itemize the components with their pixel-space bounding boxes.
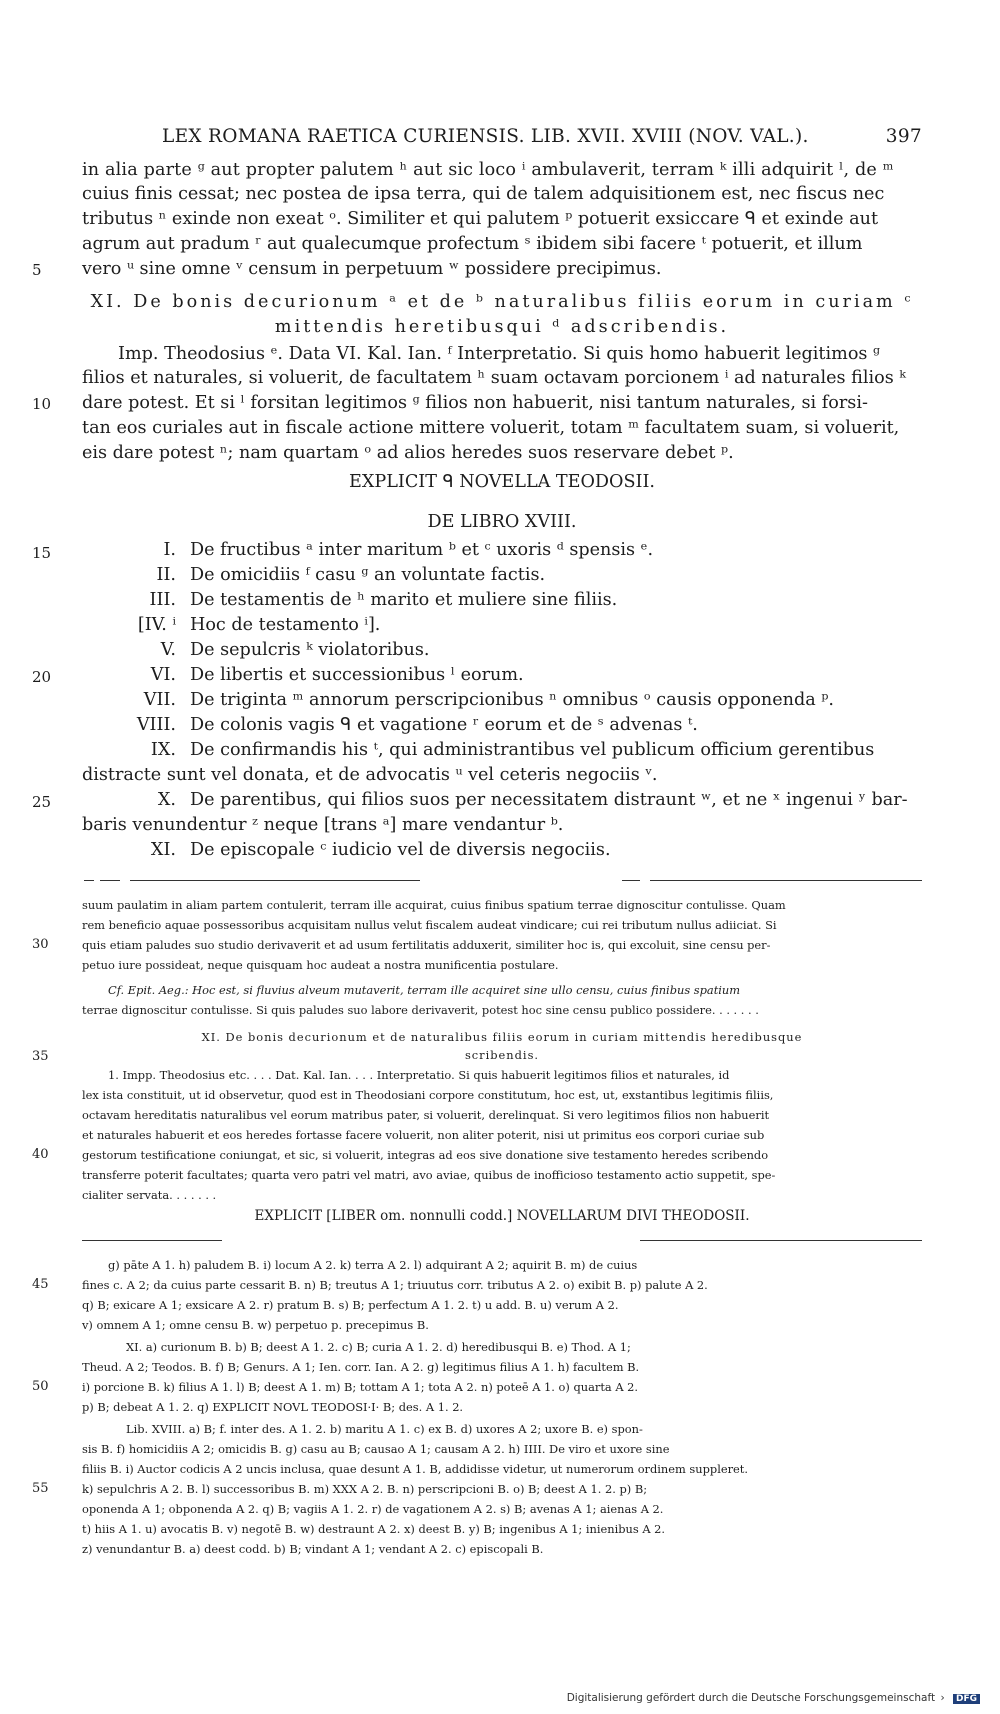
dash-rule xyxy=(100,880,120,881)
commentary-line: Cf. Epit. Aeg.: Hoc est, si fluvius alveum mutaverit, terram ille acquiret sine ullo censu, cuius finibus spatium xyxy=(108,983,741,997)
toc-entry-continued: distracte sunt vel donata, et de advocatis ᵘ vel ceteris negociis ᵛ. xyxy=(82,765,658,785)
apparatus-line: filiis B. i) Auctor codicis A 2 uncis inclusa, quae desunt A 1. B, addidisse videtur, ut numerorum ordinem suppleret. xyxy=(82,1462,748,1476)
apparatus-line: p) B; debeat A 1. 2. q) EXPLICIT NOVL TEODOSI·I· B; des. A 1. 2. xyxy=(82,1400,464,1414)
toc-entry: De sepulcris ᵏ violatoribus. xyxy=(190,640,430,660)
commentary-heading: scribendis. xyxy=(464,1048,540,1062)
line-number: 55 xyxy=(32,1481,49,1496)
explicit-heading: EXPLICIT ᑫ NOVELLA TEODOSII. xyxy=(348,472,656,492)
toc-entry: Hoc de testamento ⁱ]. xyxy=(190,615,381,635)
section-heading: mittendis heretibusqui ᵈ adscribendis. xyxy=(274,317,730,337)
toc-entry: De omicidiis ᶠ casu ᵍ an voluntate factis. xyxy=(190,565,546,585)
commentary-explicit: EXPLICIT [LIBER om. nonnulli codd.] NOVELLARUM DIVI THEODOSII. xyxy=(254,1208,750,1224)
main-line: vero ᵘ sine omne ᵛ censum in perpetuum ʷ possidere precipimus. xyxy=(82,259,662,279)
main-line: tan eos curiales aut in fiscale actione mittere voluerit, totam ᵐ facultatem suam, si voluerit, xyxy=(82,418,900,438)
commentary-line: 1. Impp. Theodosius etc. . . . Dat. Kal. Ian. . . . Interpretatio. Si quis habuerit legitimos filios et naturales, id xyxy=(108,1068,730,1082)
line-number: 45 xyxy=(32,1277,49,1292)
dash-rule xyxy=(622,880,640,881)
section-heading: XI. De bonis decurionum ᵃ et de ᵇ naturalibus filiis eorum in curiam ᶜ xyxy=(90,292,914,312)
commentary-line: lex ista constituit, ut id observetur, quod est in Theodosiani corpore constitutum, hoc est, ut, exstantibus legitimis filiis, xyxy=(82,1088,774,1102)
line-number: 5 xyxy=(32,261,42,279)
apparatus-line: sis B. f) homicidiis A 2; omicidis B. g) casu au B; causao A 1; causam A 2. h) IIII. De viro et uxore sine xyxy=(82,1442,670,1456)
page-number: 397 xyxy=(885,126,922,147)
toc-numeral: X. xyxy=(157,790,176,810)
commentary-line: terrae dignoscitur contulisse. Si quis paludes suo labore derivaverit, potest hoc sine censu publico possidere. . . . . . . xyxy=(82,1003,759,1017)
apparatus-line: q) B; exicare A 1; exsicare A 2. r) pratum B. s) B; perfectum A 1. 2. t) u add. B. u) verum A 2. xyxy=(82,1298,619,1312)
apparatus-line: Theud. A 2; Teodos. B. f) B; Genurs. A 1; Ien. corr. Ian. A 2. g) legitimus filius A 1. h) facultem B. xyxy=(82,1360,640,1374)
main-line: agrum aut pradum ʳ aut qualecumque profectum ˢ ibidem sibi facere ᵗ potuerit, et illum xyxy=(82,234,863,254)
separator-rule xyxy=(82,1240,222,1241)
book-heading: DE LIBRO XVIII. xyxy=(427,512,577,532)
line-number: 25 xyxy=(32,793,52,811)
toc-entry: De libertis et successionibus ˡ eorum. xyxy=(190,665,524,685)
line-number: 20 xyxy=(32,668,52,686)
main-line: in alia parte ᵍ aut propter palutem ʰ aut sic loco ⁱ ambulaverit, terram ᵏ illi adquirit ˡ, de ᵐ xyxy=(82,160,894,180)
commentary-line: octavam hereditatis naturalibus vel eorum matribus pater, si voluerit, derelinquat. Si vero legitimos filios non habuerit xyxy=(82,1108,770,1122)
line-number: 10 xyxy=(32,395,52,413)
main-line: filios et naturales, si voluerit, de facultatem ʰ suam octavam porcionem ⁱ ad naturales filios ᵏ xyxy=(82,368,906,388)
apparatus-line: g) pāte A 1. h) paludem B. i) locum A 2. k) terra A 2. l) adquirant A 2; aquirit B. m) de cuius xyxy=(108,1258,638,1272)
line-number: 15 xyxy=(32,544,52,562)
line-number: 40 xyxy=(32,1147,49,1162)
toc-entry: De testamentis de ʰ marito et muliere sine filiis. xyxy=(190,590,618,610)
toc-numeral: VII. xyxy=(143,690,176,710)
digitization-credit xyxy=(567,1692,980,1704)
toc-entry: De fructibus ᵃ inter maritum ᵇ et ᶜ uxoris ᵈ spensis ᵉ. xyxy=(190,540,654,560)
commentary-line: rem beneficio aquae possessoribus acquisitam nullus velut fiscalem audeat vindicare; cui rei tributum nullus adiiciat. Si xyxy=(82,918,777,932)
toc-entry: De triginta ᵐ annorum perscripcionibus ⁿ omnibus ᵒ causis opponenda ᵖ. xyxy=(190,690,834,710)
apparatus-line: k) sepulchris A 2. B. l) successoribus B. m) XXX A 2. B. n) perscripcioni B. o) B; deest A 1. 2. p) B; xyxy=(82,1482,648,1496)
toc-numeral: [IV. ⁱ xyxy=(137,615,176,635)
commentary-line: gestorum testificatione coniungat, et sic, si voluerit, integras ad eos sive donatione sive testamento heredes scribendo xyxy=(82,1148,769,1162)
main-line: tributus ⁿ exinde non exeat ᵒ. Similiter et qui palutem ᵖ potuerit exsiccare ᑫ et exinde aut xyxy=(82,209,879,229)
separator-rule xyxy=(130,880,420,881)
separator-rule xyxy=(650,880,922,881)
apparatus-line: XI. a) curionum B. b) B; deest A 1. 2. c) B; curia A 1. 2. d) heredibusqui B. e) Thod. A 1; xyxy=(126,1340,631,1354)
toc-entry-continued: baris venundentur ᶻ neque [trans ᵃ] mare vendantur ᵇ. xyxy=(82,815,564,835)
line-number: 35 xyxy=(32,1049,49,1064)
main-line: dare potest. Et si ˡ forsitan legitimos ᵍ filios non habuerit, nisi tantum naturales, si forsi- xyxy=(82,393,868,413)
toc-numeral: VI. xyxy=(150,665,176,685)
toc-entry: De episcopale ᶜ iudicio vel de diversis negociis. xyxy=(190,840,611,860)
commentary-line: cialiter servata. . . . . . . xyxy=(82,1188,217,1202)
toc-entry: De colonis vagis ᑫ et vagatione ʳ eorum et de ˢ advenas ᵗ. xyxy=(190,715,698,735)
commentary-line: et naturales habuerit et eos heredes fortasse facere voluerit, non aliter poterit, nisi ut primitus eos corpori curiae sub xyxy=(82,1128,765,1142)
toc-numeral: III. xyxy=(149,590,176,610)
toc-numeral: XI. xyxy=(150,840,176,860)
apparatus-line: oponenda A 1; obponenda A 2. q) B; vagiis A 1. 2. r) de vagationem A 2. s) B; avenas A 1; aienas A 2. xyxy=(82,1502,664,1516)
apparatus-line: t) hiis A 1. u) avocatis B. v) negotē B. w) destraunt A 2. x) deest B. y) B; ingenibus A 1; inienibus A 2. xyxy=(82,1522,666,1536)
credit-text: Digitalisierung gefördert durch die Deutsche Forschungsgemeinschaft xyxy=(566,1692,936,1704)
arrow-icon: › xyxy=(940,1692,945,1704)
toc-entry: De parentibus, qui filios suos per necessitatem distraunt ʷ, et ne ˣ ingenui ʸ bar- xyxy=(190,790,908,810)
line-number: 30 xyxy=(32,937,49,952)
separator-rule xyxy=(640,1240,922,1241)
commentary-line: transferre poterit facultates; quarta vero patri vel matri, avo aviae, quibus de inofficioso testamento actio suppetit, spe- xyxy=(82,1168,776,1182)
apparatus-line: Lib. XVIII. a) B; f. inter des. A 1. 2. b) maritu A 1. c) ex B. d) uxores A 2; uxore B. e) spon- xyxy=(126,1422,643,1436)
commentary-line: quis etiam paludes suo studio derivaverit et ad usum fertilitatis adduxerit, similiter hoc is, qui excoluit, sine censu per- xyxy=(82,938,771,952)
commentary-line: suum paulatim in aliam partem contulerit, terram ille acquirat, cuius finibus spatium terrae dignoscitur contulisse. Quam xyxy=(82,898,786,912)
toc-numeral: V. xyxy=(160,640,176,660)
apparatus-line: v) omnem A 1; omne censu B. w) perpetuo p. precepimus B. xyxy=(82,1318,429,1332)
apparatus-line: fines c. A 2; da cuius parte cessarit B. n) B; treutus A 1; triuutus corr. tributus A 2. o) exibit B. p) palute A 2. xyxy=(82,1278,708,1292)
toc-numeral: IX. xyxy=(150,740,176,760)
dash-rule xyxy=(84,880,94,881)
toc-numeral: VIII. xyxy=(136,715,176,735)
commentary-heading: XI. De bonis decurionum et de naturalibus filiis eorum in curiam mittendis heredibusque xyxy=(201,1030,803,1044)
line-number: 50 xyxy=(32,1379,49,1394)
dfg-logo: DFG xyxy=(953,1694,980,1704)
toc-numeral: I. xyxy=(163,540,176,560)
toc-numeral: II. xyxy=(156,565,176,585)
apparatus-line: i) porcione B. k) filius A 1. l) B; deest A 1. m) B; tottam A 1; tota A 2. n) poteē A 1. o) quarta A 2. xyxy=(82,1380,639,1394)
apparatus-line: z) venundantur B. a) deest codd. b) B; vindant A 1; vendant A 2. c) episcopali B. xyxy=(82,1542,544,1556)
commentary-line: petuo iure possideat, neque quisquam hoc audeat a nostra munificentia postulare. xyxy=(82,958,559,972)
running-title: LEX ROMANA RAETICA CURIENSIS. LIB. XVII. XVIII (NOV. VAL.). xyxy=(162,126,809,147)
toc-entry: De confirmandis his ᵗ, qui administrantibus vel publicum officium gerentibus xyxy=(190,740,875,760)
main-line: Imp. Theodosius ᵉ. Data VI. Kal. Ian. ᶠ Interpretatio. Si quis homo habuerit legitimos ᵍ xyxy=(118,344,881,364)
main-line: eis dare potest ⁿ; nam quartam ᵒ ad alios heredes suos reservare debet ᵖ. xyxy=(82,443,734,463)
main-line: cuius finis cessat; nec postea de ipsa terra, qui de talem adquisitionem est, nec fiscus nec xyxy=(82,184,885,204)
